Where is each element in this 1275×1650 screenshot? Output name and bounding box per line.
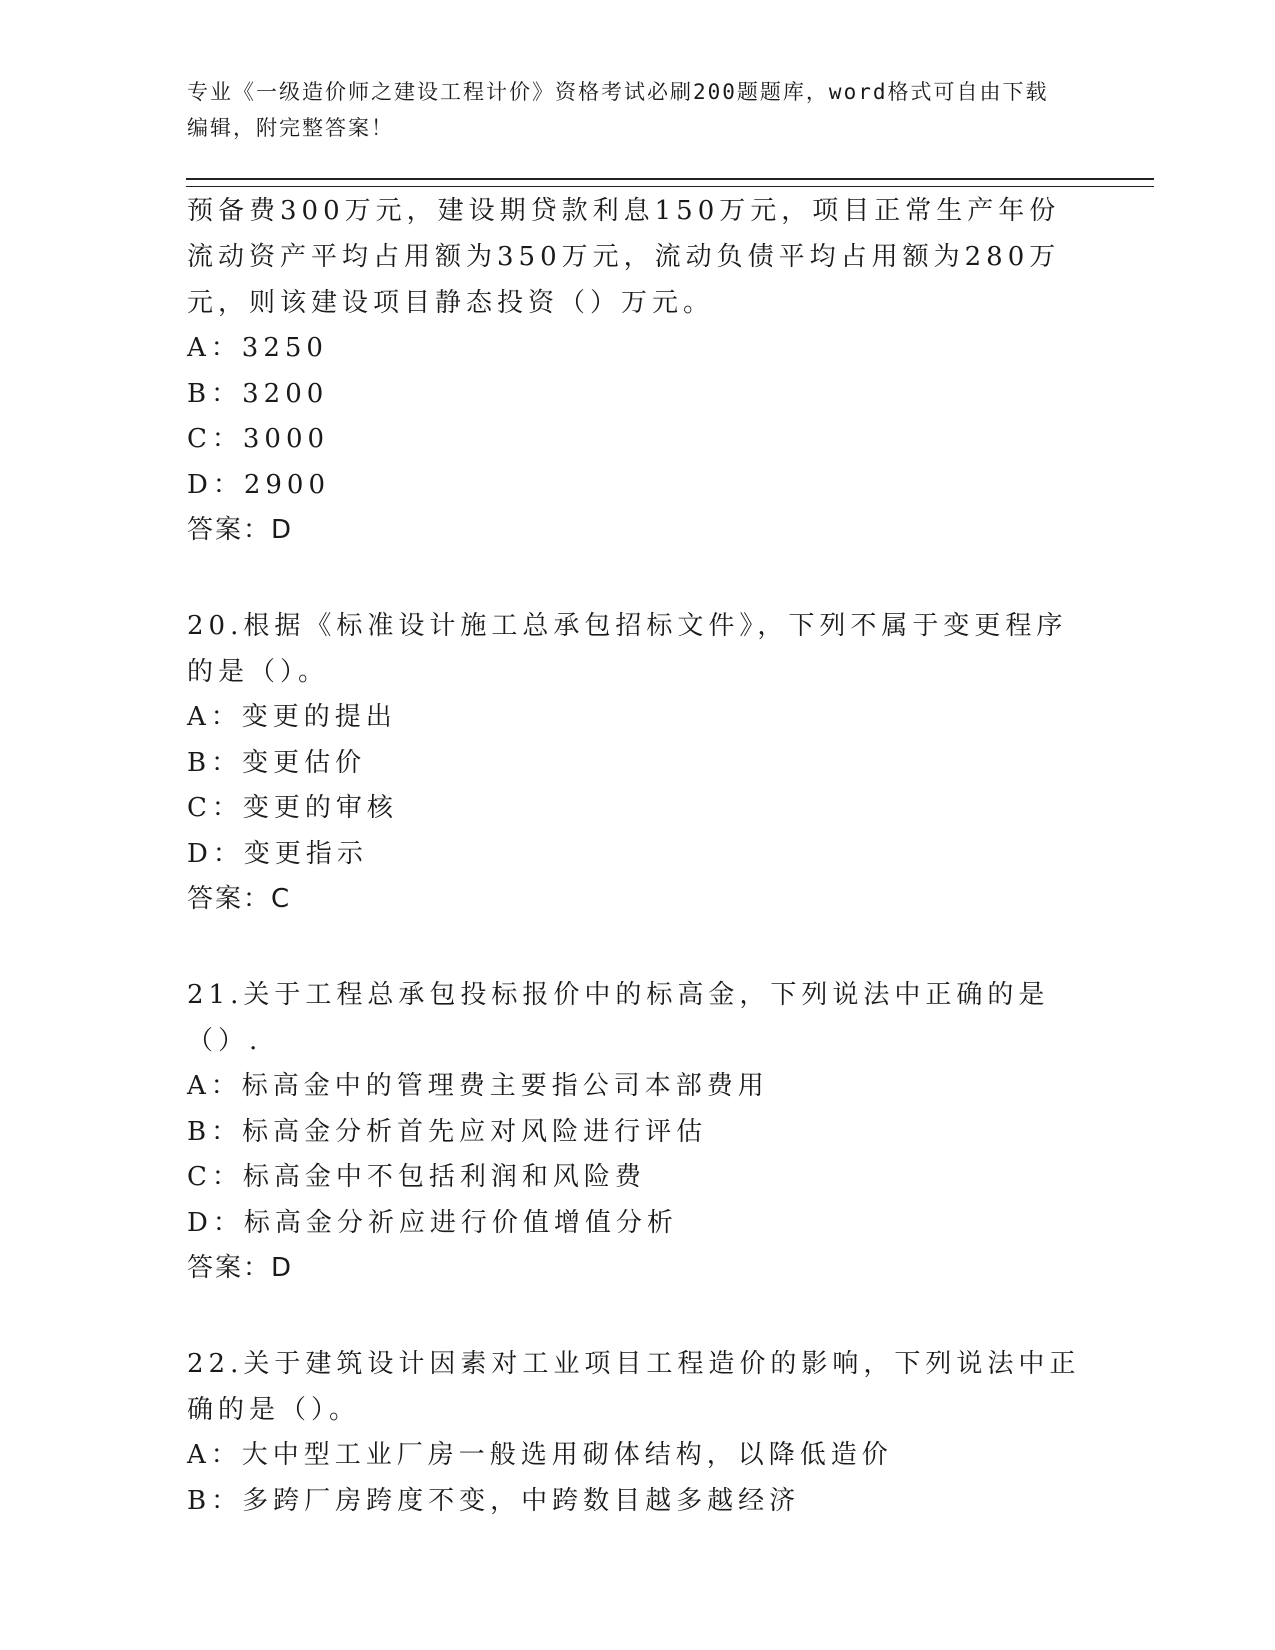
question-spacer [187,1291,1087,1341]
option-d: D：变更指示 [187,838,368,869]
option-c: C：变更的审核 [187,793,398,823]
option-a: A：标高金中的管理费主要指公司本部费用 [187,1071,769,1101]
option-b: B：标高金分析首先应对风险进行评估 [187,1116,708,1147]
question-stem: 22.关于建筑设计因素对工业项目工程造价的影响，下列说法中正确的是（）。 [187,1349,1081,1425]
option-a: A：大中型工业厂房一般选用砌体结构，以降低造价 [187,1440,893,1470]
option-c: C：3000 [187,424,330,454]
question-spacer [187,553,1087,603]
option-b: B：变更估价 [187,747,367,778]
option-a: A：3250 [187,333,328,363]
option-d: D：2900 [187,469,331,500]
answer-line: 答案：D [187,1253,294,1283]
option-c: C：标高金中不包括利润和风险费 [187,1162,646,1192]
document-header: 专业《一级造价师之建设工程计价》资格考试必刷200题题库，word格式可自由下载编辑，附完整答案！ [187,80,1049,140]
question-stem: 预备费300万元，建设期贷款利息150万元，项目正常生产年份流动资产平均占用额为350万元，流动负债平均占用额为280万元，则该建设项目静态投资（）万元。 [187,196,1061,318]
question-stem: 20.根据《标准设计施工总承包招标文件》，下列不属于变更程序的是（）。 [187,611,1068,687]
answer-line: 答案：D [187,515,294,545]
option-b: B：多跨厂房跨度不变，中跨数目越多越经济 [187,1485,801,1516]
question-item [187,1341,1087,1524]
answer-line: 答案：C [187,884,292,914]
header-divider [186,178,1154,187]
question-item [187,972,1087,1291]
question-spacer [187,922,1087,972]
option-d: D：标高金分祈应进行价值增值分析 [187,1207,678,1238]
option-b: B：3200 [187,378,329,409]
question-stem: 21.关于工程总承包投标报价中的标高金，下列说法中正确的是（）. [187,980,1050,1056]
question-item [187,603,1087,922]
option-a: A：变更的提出 [187,702,397,732]
question-list [187,188,1087,1524]
question-item [187,188,1087,553]
